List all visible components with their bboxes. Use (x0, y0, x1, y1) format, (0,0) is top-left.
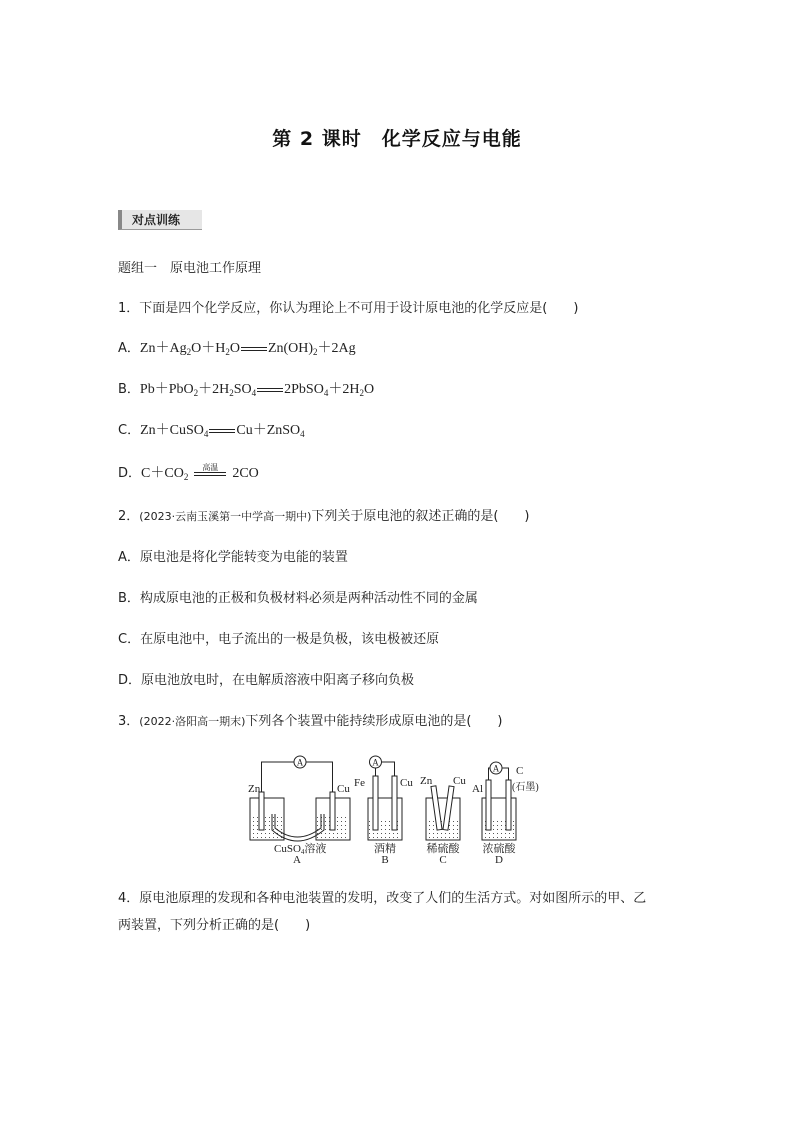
electrode-c-d: C (516, 765, 524, 777)
electrode-fe-b: Fe (354, 777, 365, 789)
page-title: 第 2 课时 化学反应与电能 (272, 128, 522, 150)
q4-stem-line-1: 4．原电池原理的发现和各种电池装置的发明，改变了人们的生活方式。对如图所示的甲、乙 (118, 891, 647, 906)
electrode-zn-a: Zn (248, 783, 261, 795)
ammeter-a-symbol: A (296, 757, 304, 768)
q1-option-a: A．$Zn+Ag_2O+H_2O$ $Zn(OH)_2+2Ag$ (118, 341, 356, 357)
solution-label-b: 酒精 (374, 843, 396, 855)
equals-sign (241, 347, 267, 351)
section-tag: 对点训练 (118, 210, 202, 230)
apparatus-a (248, 756, 350, 864)
electrode-al-d: Al (472, 783, 483, 795)
ammeter-b-symbol: A (372, 757, 379, 768)
apparatus-letter-d: D (495, 854, 503, 864)
electrode-cu-c: Cu (453, 775, 466, 787)
q2-option-a: A．原电池是将化学能转变为电能的装置 (118, 550, 348, 565)
ammeter-d-symbol: A (492, 763, 500, 774)
equals-sign (257, 388, 283, 392)
q2-option-c: C．在原电池中，电子流出的一极是负极，该电极被还原 (118, 632, 440, 647)
q2-source: (2023·云南玉溪第一中学高一期中) (139, 510, 312, 523)
q1-option-c: C．Zn＋CuSO$_4$ Cu＋ZnSO$_4$ (118, 423, 305, 439)
solution-label-a: CuSO4溶液 (274, 842, 327, 856)
apparatus-letter-a: A (293, 854, 301, 864)
apparatus-letter-b: B (381, 854, 389, 864)
galvanic-cell-figure (240, 752, 560, 864)
solution-label-d: 浓硫酸 (482, 843, 516, 855)
electrode-cu-a: Cu (337, 783, 350, 795)
graphite-note-d: (石墨) (512, 782, 539, 793)
reaction-condition: 高温 (194, 463, 226, 476)
apparatus-c (420, 775, 466, 864)
q3-source: (2022·洛阳高一期末) (139, 715, 246, 728)
electrode-zn-c: Zn (420, 775, 433, 787)
apparatus-d (472, 762, 539, 864)
q1-option-d: D．$C+CO_2$ 高温 2CO (118, 463, 259, 482)
equals-sign (209, 429, 235, 433)
q1-option-b: B．$Pb+PbO_2+2H_2SO_4$ $2PbSO_4+2H_2O$ (118, 382, 375, 398)
apparatus-b (354, 756, 413, 864)
q2-stem: 2．(2023·云南玉溪第一中学高一期中)下列关于原电池的叙述正确的是( ) (118, 509, 530, 524)
q4-stem-line-2: 两装置，下列分析正确的是( ) (118, 918, 311, 933)
electrode-cu-b: Cu (400, 777, 413, 789)
solution-label-c: 稀硫酸 (426, 843, 460, 855)
q2-option-b: B．构成原电池的正极和负极材料必须是两种活动性不同的金属 (118, 591, 478, 606)
q1-stem: 1．下面是四个化学反应，你认为理论上不可用于设计原电池的化学反应是( ) (118, 301, 579, 316)
q3-stem: 3．(2022·洛阳高一期末)下列各个装置中能持续形成原电池的是( ) (118, 714, 503, 729)
q2-option-d: D．原电池放电时，在电解质溶液中阳离子移向负极 (118, 673, 415, 688)
apparatus-letter-c: C (439, 854, 447, 864)
group-heading: 题组一 原电池工作原理 (118, 261, 262, 276)
